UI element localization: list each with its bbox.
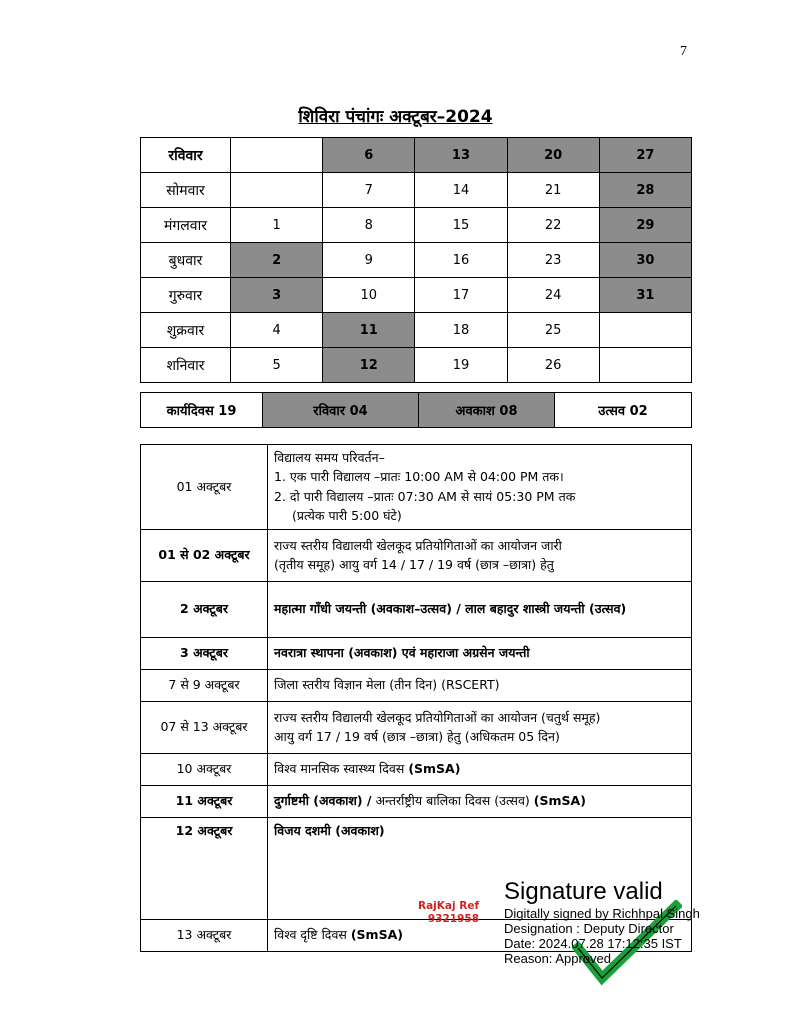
signature-reason: Reason: Approved xyxy=(504,951,611,966)
calendar-row-tuesday xyxy=(141,208,692,243)
event-line: राज्य स्तरीय विद्यालयी खेलकूद प्रतियोगिताओं का आयोजन जारी xyxy=(274,537,562,553)
event-row xyxy=(141,785,692,817)
ref-line-1: RajKaj Ref xyxy=(418,900,480,912)
date-cell xyxy=(599,348,691,383)
calendar-table xyxy=(140,137,692,383)
calendar-row-saturday xyxy=(141,348,692,383)
event-line: (तृतीय समूह) आयु वर्ग 14 / 17 / 19 वर्ष (छात्र –छात्रा) हेतु xyxy=(274,557,554,572)
date-cell: 3 xyxy=(231,278,323,313)
event-row xyxy=(141,529,692,581)
date-cell: 28 xyxy=(599,173,691,208)
event-desc xyxy=(268,785,692,817)
event-desc xyxy=(268,445,692,530)
date-cell xyxy=(599,313,691,348)
sundays-count: रविवार 04 xyxy=(263,393,419,428)
date-cell: 15 xyxy=(415,208,507,243)
date-cell: 18 xyxy=(415,313,507,348)
working-days: कार्यदिवस 19 xyxy=(141,393,263,428)
festivals-count: उत्सव 02 xyxy=(555,393,692,428)
event-row xyxy=(141,445,692,530)
calendar-row-friday xyxy=(141,313,692,348)
date-cell: 13 xyxy=(415,138,507,173)
event-date: 13 अक्टूबर xyxy=(141,919,268,951)
event-line: विद्यालय समय परिवर्तन– xyxy=(274,450,385,465)
event-date: 3 अक्टूबर xyxy=(141,637,268,669)
event-row xyxy=(141,637,692,669)
date-cell: 9 xyxy=(323,243,415,278)
date-cell: 24 xyxy=(507,278,599,313)
holidays-count: अवकाश 08 xyxy=(419,393,555,428)
event-desc xyxy=(268,529,692,581)
signature-signed-by: Digitally signed by Richhpal Singh xyxy=(504,906,700,921)
date-cell xyxy=(231,173,323,208)
event-text: विश्व दृष्टि दिवस xyxy=(274,927,347,943)
event-row xyxy=(141,701,692,753)
event-tag: (SmSA) xyxy=(350,927,403,943)
event-text: अन्तर्राष्ट्रीय बालिका दिवस (उत्सव) xyxy=(371,793,530,809)
signature-title: Signature valid xyxy=(504,878,663,905)
rajkaj-ref xyxy=(418,900,479,926)
date-cell: 31 xyxy=(599,278,691,313)
calendar-row-sunday xyxy=(141,138,692,173)
day-label: गुरुवार xyxy=(141,278,231,313)
event-text: विश्व मानसिक स्वास्थ्य दिवस xyxy=(274,761,405,777)
calendar-row-monday xyxy=(141,173,692,208)
event-date: 10 अक्टूबर xyxy=(141,753,268,785)
event-date: 01 अक्टूबर xyxy=(141,445,268,530)
date-cell xyxy=(231,138,323,173)
event-date: 12 अक्टूबर xyxy=(141,817,268,919)
date-cell: 10 xyxy=(323,278,415,313)
event-row xyxy=(141,669,692,701)
day-label: सोमवार xyxy=(141,173,231,208)
event-line: 2. दो पारी विद्यालय –प्रातः 07:30 AM से सायं 05:30 PM तक xyxy=(274,488,576,504)
date-cell: 12 xyxy=(323,348,415,383)
event-desc xyxy=(268,701,692,753)
event-date: 11 अक्टूबर xyxy=(141,785,268,817)
calendar-row-wednesday xyxy=(141,243,692,278)
event-tag: (SmSA) xyxy=(408,761,461,777)
signature-date: Date: 2024.07.28 17:12:35 IST xyxy=(504,936,682,951)
date-cell: 17 xyxy=(415,278,507,313)
event-line: आयु वर्ग 17 / 19 वर्ष (छात्र –छात्रा) हेतु (अधिकतम 05 दिन) xyxy=(274,729,560,744)
date-cell: 1 xyxy=(231,208,323,243)
date-cell: 4 xyxy=(231,313,323,348)
calendar-row-thursday xyxy=(141,278,692,313)
digital-signature xyxy=(504,878,744,966)
date-cell: 6 xyxy=(323,138,415,173)
event-desc: महात्मा गाँधी जयन्ती (अवकाश–उत्सव) / लाल बहादुर शास्त्री जयन्ती (उत्सव) xyxy=(268,581,692,637)
event-line: 1. एक पारी विद्यालय –प्रातः 10:00 AM से 04:00 PM तक। xyxy=(274,469,564,485)
day-label: रविवार xyxy=(141,138,231,173)
signature-designation: Designation : Deputy Director xyxy=(504,921,674,936)
day-label: शनिवार xyxy=(141,348,231,383)
event-row xyxy=(141,581,692,637)
event-line: राज्य स्तरीय विद्यालयी खेलकूद प्रतियोगिताओं का आयोजन (चतुर्थ समूह) xyxy=(274,709,601,725)
page-number: 7 xyxy=(680,44,687,59)
event-text-bold: दुर्गाष्टमी (अवकाश) / xyxy=(274,793,372,809)
date-cell: 25 xyxy=(507,313,599,348)
day-label: बुधवार xyxy=(141,243,231,278)
event-date: 2 अक्टूबर xyxy=(141,581,268,637)
event-date: 01 से 02 अक्टूबर xyxy=(141,529,268,581)
date-cell: 22 xyxy=(507,208,599,243)
date-cell: 27 xyxy=(599,138,691,173)
date-cell: 26 xyxy=(507,348,599,383)
calendar-summary xyxy=(140,392,692,428)
ref-line-2: 9321958 xyxy=(427,913,480,926)
date-cell: 23 xyxy=(507,243,599,278)
event-date: 07 से 13 अक्टूबर xyxy=(141,701,268,753)
events-table xyxy=(140,444,692,952)
date-cell: 2 xyxy=(231,243,323,278)
date-cell: 5 xyxy=(231,348,323,383)
date-cell: 14 xyxy=(415,173,507,208)
event-tag: (SmSA) xyxy=(533,793,586,809)
event-desc: जिला स्तरीय विज्ञान मेला (तीन दिन) (RSCERT) xyxy=(268,669,692,701)
date-cell: 29 xyxy=(599,208,691,243)
day-label: मंगलवार xyxy=(141,208,231,243)
event-desc: नवरात्रा स्थापना (अवकाश) एवं महाराजा अग्रसेन जयन्ती xyxy=(268,637,692,669)
date-cell: 8 xyxy=(323,208,415,243)
date-cell: 7 xyxy=(323,173,415,208)
event-date: 7 से 9 अक्टूबर xyxy=(141,669,268,701)
date-cell: 20 xyxy=(507,138,599,173)
date-cell: 30 xyxy=(599,243,691,278)
day-label: शुक्रवार xyxy=(141,313,231,348)
page-title: शिविरा पंचांगः अक्टूबर–2024 xyxy=(298,107,493,127)
event-line: (प्रत्येक पारी 5:00 घंटे) xyxy=(292,508,402,524)
event-desc xyxy=(268,753,692,785)
date-cell: 16 xyxy=(415,243,507,278)
date-cell: 19 xyxy=(415,348,507,383)
date-cell: 21 xyxy=(507,173,599,208)
event-desc: विजय दशमी (अवकाश) xyxy=(268,817,692,919)
event-row xyxy=(141,753,692,785)
date-cell: 11 xyxy=(323,313,415,348)
